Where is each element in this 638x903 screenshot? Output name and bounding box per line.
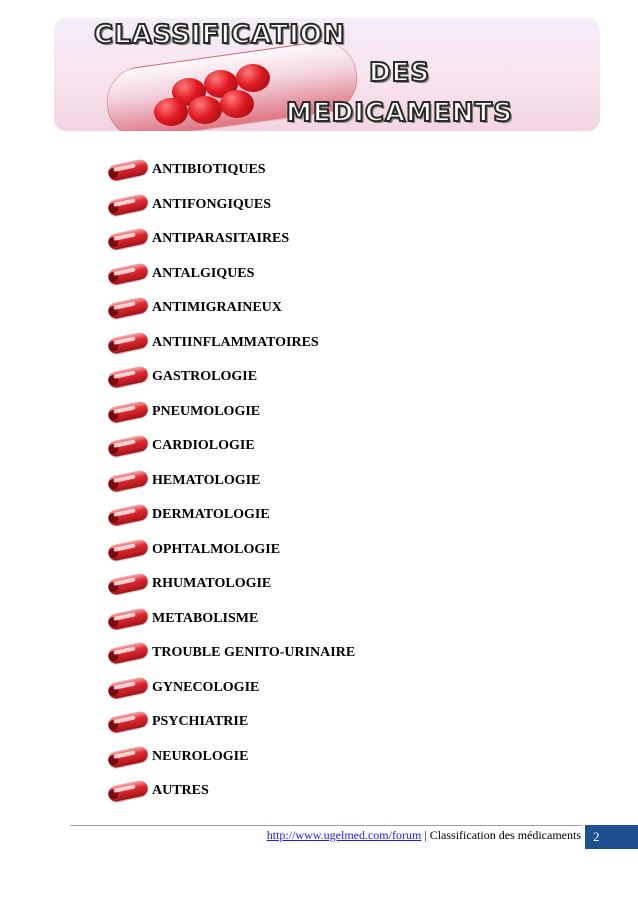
pill-icon — [107, 745, 149, 769]
banner-title-line2: DES — [369, 58, 431, 88]
footer-separator: | — [421, 828, 430, 842]
page-number-label: 2 — [593, 829, 600, 844]
list-item — [108, 602, 428, 636]
list-item-label: ANTIINFLAMMATOIRES — [152, 334, 319, 350]
list-item-label: GYNECOLOGIE — [152, 679, 260, 695]
pill-ball — [220, 90, 254, 118]
title-banner — [54, 18, 600, 131]
list-item — [108, 326, 428, 360]
list-item-label: DERMATOLOGIE — [152, 507, 270, 522]
list-item-label: PSYCHIATRIE — [152, 714, 249, 729]
pill-icon — [107, 710, 149, 734]
list-item — [108, 291, 428, 325]
forum-link[interactable]: http://www.ugelmed.com/forum — [266, 828, 422, 842]
list-item-label: NEUROLOGIE — [152, 748, 249, 764]
pill-icon — [107, 434, 149, 458]
list-item — [108, 188, 428, 222]
list-item — [108, 636, 428, 670]
footer — [267, 828, 581, 843]
list-item-label: ANTIBIOTIQUES — [152, 162, 266, 177]
list-item-label: CARDIOLOGIE — [152, 438, 255, 453]
list-item-label: METABOLISME — [152, 610, 259, 626]
pill-icon — [107, 331, 149, 355]
pill-icon — [107, 227, 149, 251]
list-item-label: GASTROLOGIE — [152, 369, 258, 384]
list-item-label: OPHTALMOLOGIE — [152, 541, 281, 557]
pill-icon — [107, 676, 149, 700]
pill-icon — [107, 296, 149, 320]
pill-icon — [107, 503, 149, 527]
pill-icon — [107, 262, 149, 286]
list-item — [108, 705, 428, 739]
list-item — [108, 774, 428, 808]
pill-ball — [236, 64, 270, 92]
list-item-label: ANTIFONGIQUES — [152, 196, 272, 212]
banner-title-line1: CLASSIFICATION — [94, 20, 346, 50]
pill-icon — [107, 538, 149, 562]
list-item — [108, 395, 428, 429]
list-item — [108, 360, 428, 394]
list-item — [108, 567, 428, 601]
list-item — [108, 533, 428, 567]
pill-icon — [107, 158, 149, 182]
page-number — [585, 825, 638, 849]
list-item — [108, 464, 428, 498]
list-item-label: HEMATOLOGIE — [152, 472, 261, 488]
banner-title-line3: MEDICAMENTS — [286, 98, 513, 128]
pill-ball — [188, 96, 222, 124]
list-item-label: ANTIMIGRAINEUX — [152, 300, 282, 315]
footer-title: Classification des médicaments — [429, 828, 581, 842]
list-item-label: PNEUMOLOGIE — [152, 403, 261, 419]
pill-icon — [107, 400, 149, 424]
pill-icon — [107, 469, 149, 493]
list-item — [108, 153, 428, 187]
list-item — [108, 429, 428, 463]
list-item-label: ANTIPARASITAIRES — [152, 231, 290, 246]
list-item — [108, 498, 428, 532]
list-item-label: ANTALGIQUES — [152, 265, 255, 281]
pill-ball — [154, 98, 188, 126]
list-item-label: AUTRES — [152, 783, 209, 798]
list-item-label: TROUBLE GENITO-URINAIRE — [152, 645, 356, 660]
pill-icon — [107, 641, 149, 665]
pill-icon — [107, 572, 149, 596]
footer-divider — [70, 825, 582, 826]
pill-icon — [107, 607, 149, 631]
pill-icon — [107, 779, 149, 803]
list-item — [108, 257, 428, 291]
list-item — [108, 222, 428, 256]
list-item — [108, 671, 428, 705]
pill-icon — [107, 193, 149, 217]
list-item-label: RHUMATOLOGIE — [152, 576, 272, 591]
pill-icon — [107, 365, 149, 389]
list-item — [108, 740, 428, 774]
